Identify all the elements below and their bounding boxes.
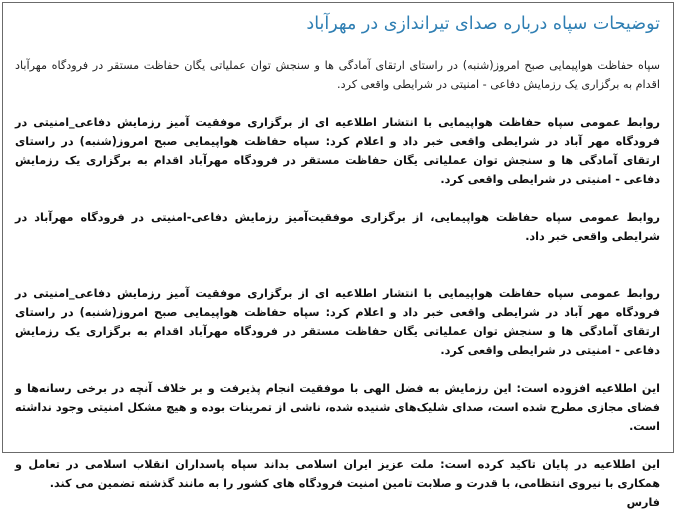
- article-paragraph-1: روابط عمومی سپاه حفاظت هواپیمایی با انتشار اطلاعیه ای از برگزاری موفقیت آمیز رزمایش دفاعی_امنیتی در فرودگاه مهر آباد در شرایطی واقعی خبر داد و اعلام کرد: سپاه حفاظت هواپیمایی صبح امروز(شنبه) در راستای ارتقای آمادگی ها و سنجش توان عملیاتی یگان حفاظت مستقر در فرودگاه مهرآباد اقدام به برگزاری یک رزمایش دفاعی - امنیتی در شرایطی واقعی کرد.: [15, 116, 660, 186]
- article-body: [3, 12, 673, 512]
- article-paragraph-5: این اطلاعیه در پایان تاکید کرده است: ملت عزیز ایران اسلامی بداند سپاه پاسداران انقلاب اسلامی در تعامل و همکاری با نیروی انتظامی، با قدرت و صلابت تامین امنیت فرودگاه های کشور را به مانند گذشته تضمین می کند.: [15, 458, 660, 490]
- article-source: فارس: [626, 496, 660, 509]
- article-paragraph-3: روابط عمومی سپاه حفاظت هواپیمایی با انتشار اطلاعیه ای از برگزاری موفقیت آمیز رزمایش دفاعی_امنیتی در فرودگاه مهر آباد در شرایطی واقعی خبر داد و اعلام کرد: سپاه حفاظت هواپیمایی صبح امروز(شنبه) در راستای ارتقای آمادگی ها و سنجش توان عملیاتی یگان حفاظت مستقر در فرودگاه مهرآباد اقدام به برگزاری یک رزمایش دفاعی - امنیتی در شرایطی واقعی کرد.: [15, 287, 660, 357]
- article-paragraph-2: روابط عمومی سپاه حفاظت هواپیمایی، از برگزاری موفقیت‌آمیز رزمایش دفاعی-امنیتی در فرودگاه مهرآباد در شرایطی واقعی خبر داد.: [15, 211, 660, 243]
- article-title: توضیحات سپاه درباره صدای تیراندازی در مهرآباد: [306, 14, 660, 34]
- article-paragraph-4: این اطلاعیه افزوده است: این رزمایش به فضل الهی با موفقیت انجام پذیرفت و بر خلاف آنچه در برخی رسانه‌ها و فضای مجازی مطرح شده است، صدای شلیک‌های شنیده شده، ناشی از تمرینات بوده و هیچ مشکل امنیتی وجود نداشته است.: [15, 382, 660, 433]
- article-lead: سپاه حفاظت هواپیمایی صبح امروز(شنبه) در راستای ارتقای آمادگی ها و سنجش توان عملیاتی یگان حفاظت مستقر در فرودگاه مهرآباد اقدام به برگزاری یک رزمایش دفاعی - امنیتی در شرایطی واقعی کرد.: [15, 59, 660, 91]
- article-frame: [2, 2, 674, 509]
